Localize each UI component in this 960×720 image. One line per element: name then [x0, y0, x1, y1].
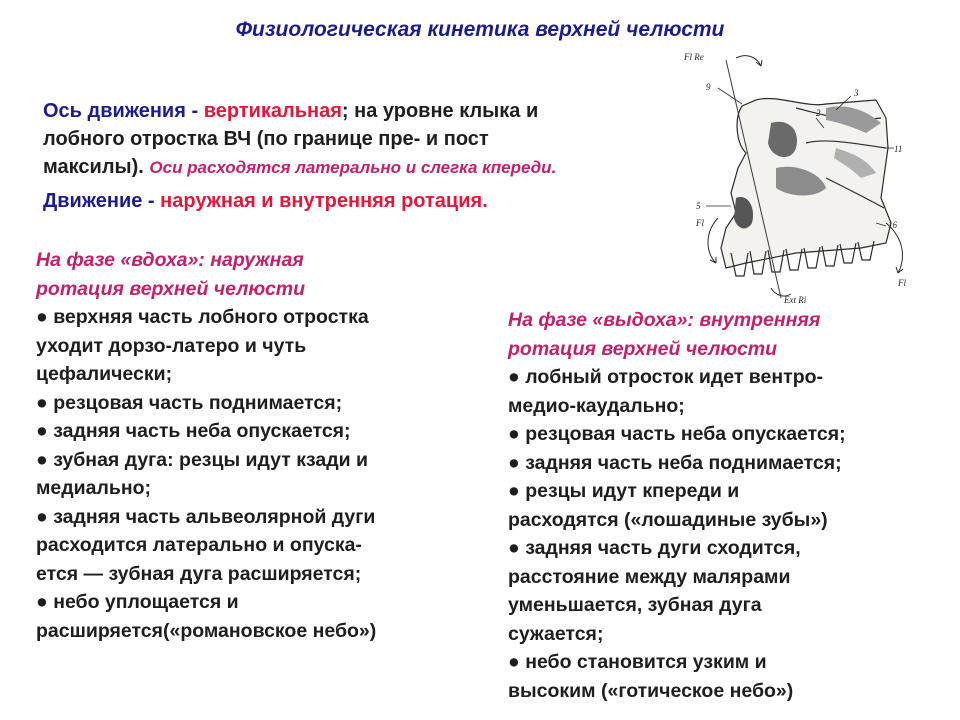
- inhale-heading-2: ротация верхней челюсти: [36, 277, 306, 300]
- axis-value: вертикальная: [203, 100, 342, 122]
- inhale-line: цефалически;: [36, 363, 173, 385]
- exhale-line: медио-каудально;: [508, 394, 685, 417]
- exhale-heading-1: На фазе «выдоха»: внутренняя: [508, 309, 821, 331]
- exhale-line: ● задняя часть неба поднимается;: [508, 451, 842, 474]
- axis-text-2: лобного отростка ВЧ (по границе пре- и пост: [43, 128, 489, 150]
- label-fl-re: Fl Re: [684, 52, 704, 62]
- inhale-heading-1: На фазе «вдоха»: наружная: [36, 249, 304, 271]
- axis-text-3: максилы).: [43, 156, 150, 178]
- exhale-line: расходятся («лошадиные зубы»): [508, 508, 828, 531]
- label-fl-left: Fl: [696, 218, 704, 228]
- inhale-line: расширяется(«романовское небо»): [36, 619, 377, 642]
- inhale-line: ● резцовая часть поднимается;: [36, 391, 343, 414]
- exhale-line: расстояние между малярами: [508, 565, 791, 588]
- inhale-line: ● задняя часть неба опускается;: [36, 420, 351, 442]
- exhale-line: ● лобный отросток идет вентро-: [508, 366, 824, 388]
- label-ext-ri: Ext Ri: [784, 295, 807, 305]
- exhale-line: ● резцы идут кпереди и: [508, 480, 740, 502]
- axis-label: Ось движения -: [43, 100, 204, 122]
- exhale-line: ● резцовая часть неба опускается;: [508, 423, 846, 445]
- inhale-line: расходится латерально и опуска-: [36, 534, 362, 556]
- label-5: 5: [696, 201, 701, 211]
- label-3: 3: [854, 88, 859, 98]
- exhale-line: высоким («готическое небо»): [508, 679, 794, 702]
- label-fl-right: Fl: [898, 278, 906, 288]
- page-title: Физиологическая кинетика верхней челюсти: [235, 18, 725, 41]
- inhale-line: ● задняя часть альвеолярной дуги: [36, 505, 376, 528]
- exhale-line: ● небо становится узким и: [508, 651, 767, 673]
- exhale-line: сужается;: [508, 622, 604, 645]
- label-9: 9: [706, 82, 711, 92]
- exhale-line: ● задняя часть дуги сходится,: [508, 537, 801, 559]
- motion-value: наружная и внутренняя ротация.: [160, 190, 488, 212]
- inhale-line: ● зубная дуга: резцы идут кзади и: [36, 448, 369, 471]
- inhale-line: ● верхняя часть лобного отростка: [36, 306, 369, 328]
- motion-description: [43, 190, 488, 213]
- inhale-line: ● небо уплощается и: [36, 591, 239, 613]
- label-2: 2: [816, 108, 821, 118]
- maxilla-illustration: [676, 48, 916, 310]
- motion-label: Движение -: [43, 190, 161, 212]
- exhale-heading-2: ротация верхней челюсти: [508, 337, 778, 360]
- inhale-line: уходит дорзо-латеро и чуть: [36, 334, 307, 357]
- inhale-line: медиально;: [36, 477, 152, 499]
- label-16: 16: [888, 220, 897, 230]
- label-11: 11: [894, 144, 903, 154]
- axis-description: [43, 97, 693, 182]
- axis-text-1: ; на уровне клыка и: [341, 100, 539, 122]
- exhale-line: уменьшается, зубная дуга: [508, 594, 762, 616]
- axis-note: Оси расходятся латерально и слегка кпереди.: [149, 158, 557, 177]
- exhale-phase-block: [508, 306, 948, 705]
- inhale-line: ется — зубная дуга расширяется;: [36, 562, 362, 585]
- inhale-phase-block: [36, 246, 486, 645]
